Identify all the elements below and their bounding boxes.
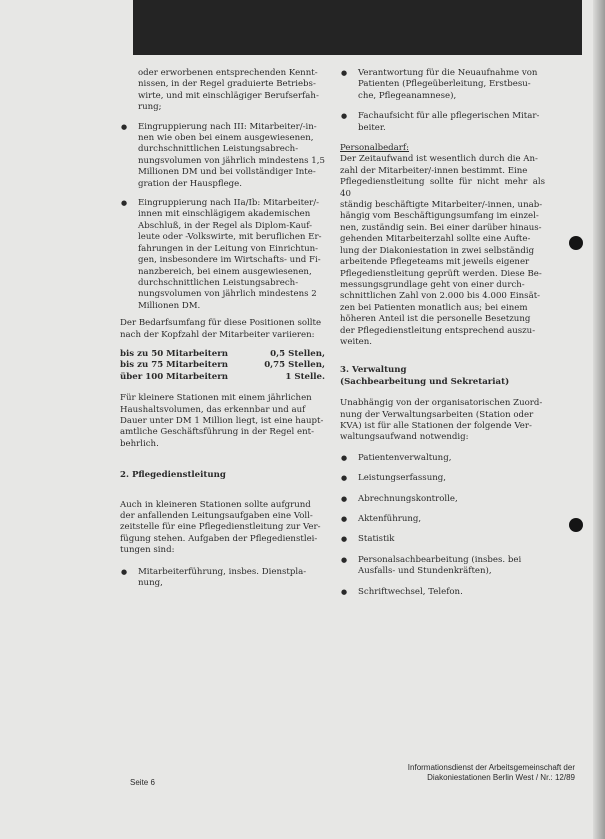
text-line: zeitstelle für eine Pflegedienstleitung zur Ver-	[120, 522, 321, 533]
bullet-eingruppierung-iii	[120, 122, 325, 190]
text-line: Unabhängig von der organisatorischen Zuord-	[340, 398, 543, 409]
text-line: Eingruppierung nach III: Mitarbeiter/-in-	[138, 121, 317, 132]
page-number: Seite 6	[130, 778, 155, 787]
text-line: Ausfalls- und Stundenkräften),	[358, 566, 492, 577]
punch-hole-bottom	[569, 518, 583, 532]
text-line: nungsvolumen von jährlich mindestens 1,5	[138, 155, 325, 166]
text-line: Der Bedarfsumfang für diese Positionen sollte	[120, 318, 322, 329]
text-line: Personalsachbearbeitung (insbes. bei	[358, 554, 522, 565]
section-3-heading	[340, 365, 545, 388]
text-line: arbeitende Pflegeteams mit jeweils eigener	[340, 257, 530, 268]
text-line: nung,	[138, 578, 163, 589]
text-line: weiten.	[340, 336, 372, 347]
text-line: schnittlichen Zahl von 2.000 bis 4.000 Einsät-	[340, 291, 541, 302]
bullet-leistungserfassung: ● Leistungserfassung,	[340, 473, 545, 484]
text-line: gration der Hauspflege.	[138, 178, 243, 189]
page-edge-shadow	[593, 0, 605, 839]
text-line: 3. Verwaltung	[340, 365, 407, 376]
text-line: Informationsdienst der Arbeitsgemeinschaft der	[407, 763, 575, 772]
text-line: nen, zuständig sein. Bei einer darüber hinaus-	[340, 222, 542, 233]
bullet-patientenverwaltung: ● Patientenverwaltung,	[340, 453, 545, 464]
text-line: che, Pflegeanamnese),	[358, 90, 457, 101]
bullet-schriftwechsel: ● Schriftwechsel, Telefon.	[340, 587, 545, 598]
text-line: fügung stehen. Aufgaben der Pflegedienstlei-	[120, 533, 318, 544]
table-value: 1 Stelle.	[285, 371, 325, 382]
text-line: Abschluß, in der Regel als Diplom-Kauf-	[138, 220, 313, 231]
text-line: innen mit einschlägigem akademischen	[138, 209, 311, 220]
text-line: Pflegedienstleitung sollte für nicht mehr als 40	[340, 177, 545, 199]
text-line: KVA) ist für alle Stationen der folgende Ver-	[340, 420, 532, 431]
left-column	[120, 68, 325, 589]
text-line: Millionen DM und bei vollständiger Inte-	[138, 167, 316, 178]
bullet-fachaufsicht	[340, 111, 545, 134]
text-line: oder erworbenen entsprechenden Kennt-	[138, 68, 318, 78]
text-line: Dauer unter DM 1 Million liegt, ist eine haupt-	[120, 415, 324, 426]
section-2-heading: 2. Pflegedienstleitung	[120, 470, 226, 481]
text-line: Patienten (Pflegeüberleitung, Erstbesu-	[358, 79, 531, 90]
personalbedarf-heading: Personalbedarf:	[340, 143, 409, 154]
text-line: Eingruppierung nach IIa/Ib: Mitarbeiter/-	[138, 198, 320, 209]
bullet-aktenfuehrung: ● Aktenführung,	[340, 514, 545, 525]
text-line: Auch in kleineren Stationen sollte aufgrund	[120, 499, 311, 510]
text-line: Für kleinere Stationen mit einem jährlichen	[120, 393, 312, 404]
text-line: Haushaltsvolumen, das erkennbar und auf	[120, 404, 306, 415]
text-line: durchschnittlichen Leistungsabrech-	[138, 144, 299, 155]
bullet-verantwortung	[340, 68, 545, 102]
bullet-statistik: ● Statistik	[340, 534, 545, 545]
text-line: zahl der Mitarbeiter/-innen bestimmt. Eine	[340, 165, 528, 176]
text-line: amtliche Geschäftsführung in der Regel ent-	[120, 427, 314, 438]
bullet-personalsachbearbeitung	[340, 555, 545, 578]
text-line: leute oder -Volkswirte, mit beruflichen Er-	[138, 232, 322, 243]
header-bar	[133, 0, 582, 55]
text-line: beiter.	[358, 122, 386, 133]
text-line: nanzbereich, bei einem ausgewiesenen,	[138, 266, 312, 277]
text-line: Verantwortung für die Neuaufnahme von	[358, 68, 538, 78]
continuation-paragraph	[120, 68, 325, 114]
text-line: Diakoniestationen Berlin West / Nr.: 12/89	[427, 773, 575, 782]
footer-publication-info	[345, 763, 575, 783]
text-line: hängig vom Beschäftigungsumfang im einzel-	[340, 211, 539, 222]
paragraph-personalbedarf	[340, 154, 545, 348]
text-line: Millionen DM.	[138, 300, 201, 311]
right-column	[340, 68, 545, 598]
text-line: zen bei Patienten monatlich aus; bei einem	[340, 302, 528, 313]
table-label: bis zu 50 Mitarbeitern	[120, 348, 228, 359]
text-line: lung der Diakoniestation in zwei selbständig	[340, 245, 535, 256]
bullet-eingruppierung-iia	[120, 198, 325, 312]
text-line: nissen, in der Regel graduierte Betriebs-	[138, 79, 316, 90]
text-line: behrlich.	[120, 438, 159, 449]
text-line: messungsgrundlage geht von einer durch-	[340, 279, 525, 290]
text-line: tungen sind:	[120, 545, 175, 556]
staffing-table	[120, 349, 325, 383]
table-row	[120, 372, 325, 383]
text-line: wirte, und mit einschlägiger Berufserfah-	[138, 90, 319, 101]
text-line: der Pflegedienstleitung entsprechend auszu-	[340, 325, 536, 336]
text-line: nungsvolumen von jährlich mindestens 2	[138, 289, 317, 300]
text-line: (Sachbearbeitung und Sekretariat)	[340, 376, 510, 387]
text-line: rung;	[138, 102, 162, 113]
text-line: Mitarbeiterführung, insbes. Dienstpla-	[138, 566, 307, 577]
text-line: Fachaufsicht für alle pflegerischen Mitar-	[358, 111, 540, 122]
text-line: Der Zeitaufwand ist wesentlich durch die An-	[340, 154, 538, 165]
table-row	[120, 360, 325, 371]
text-line: ständig beschäftigte Mitarbeiter/-innen, unab-	[340, 200, 543, 211]
bullet-mitarbeiterfuehrung	[120, 567, 325, 590]
table-label: bis zu 75 Mitarbeitern	[120, 360, 228, 371]
table-value: 0,5 Stellen,	[270, 348, 325, 359]
paragraph-bedarfsumfang	[120, 318, 325, 341]
bullet-abrechnungskontrolle: ● Abrechnungskontrolle,	[340, 494, 545, 505]
paragraph-kleinere-stationen	[120, 393, 325, 450]
punch-hole-top	[569, 236, 583, 250]
text-line: Pflegedienstleitung geprüft werden. Diese Be-	[340, 268, 542, 279]
paragraph-unabhaengig	[340, 398, 545, 444]
text-line: der anfallenden Leitungsaufgaben eine Voll-	[120, 511, 313, 521]
text-line: gehenden Mitarbeiterzahl sollte eine Aufte-	[340, 234, 531, 245]
text-line: nen wie oben bei einem ausgewiesenen,	[138, 133, 314, 144]
text-line: gen, insbesondere im Wirtschafts- und Fi-	[138, 255, 321, 266]
paragraph-auch-in-kleineren	[120, 500, 325, 557]
table-value: 0,75 Stellen,	[264, 360, 325, 371]
text-line: fahrungen in der Leitung von Einrichtun-	[138, 243, 319, 254]
table-row	[120, 349, 325, 360]
text-line: höheren Anteil ist die personelle Besetzung	[340, 314, 531, 325]
text-line: nung der Verwaltungsarbeiten (Station oder	[340, 409, 534, 420]
text-line: durchschnittlichen Leistungsabrech-	[138, 277, 299, 288]
table-label: über 100 Mitarbeitern	[120, 371, 228, 382]
text-line: waltungsaufwand notwendig:	[340, 432, 469, 443]
text-line: nach der Kopfzahl der Mitarbeiter variieren:	[120, 329, 315, 340]
